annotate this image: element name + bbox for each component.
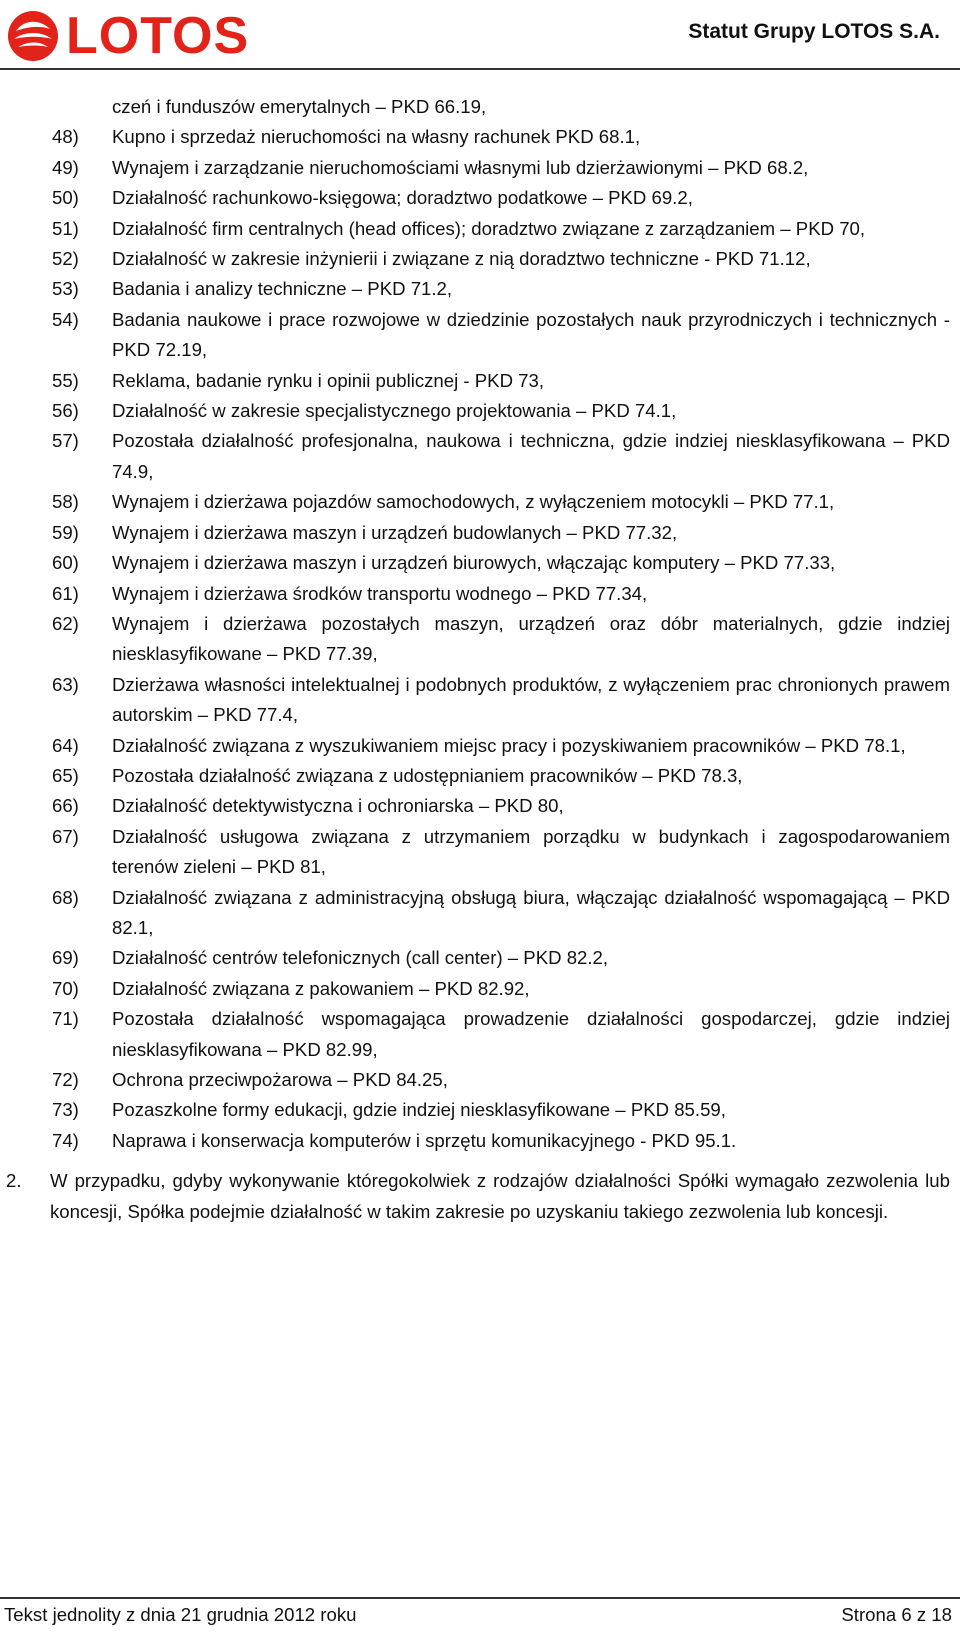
list-item: [0, 548, 960, 578]
list-item-number: 64): [52, 734, 79, 756]
continuation-line: czeń i funduszów emerytalnych – PKD 66.19,: [112, 96, 487, 117]
list-item: [0, 274, 960, 304]
list-item: [0, 579, 960, 609]
list-item: [0, 609, 960, 670]
list-item: [0, 366, 960, 396]
list-item: [0, 974, 960, 1004]
list-item-number: 67): [52, 825, 79, 847]
paragraph-number: 2.: [6, 1170, 22, 1192]
list-item: [0, 426, 960, 487]
list-item: [0, 791, 960, 821]
list-item-text: Naprawa i konserwacja komputerów i sprzętu komunikacyjnego - PKD 95.1.: [112, 1129, 737, 1151]
header-divider: [0, 68, 960, 70]
list-item: [0, 122, 960, 152]
list-item-text: Działalność detektywistyczna i ochroniarska – PKD 80,: [112, 795, 564, 817]
list-item-text: Wynajem i dzierżawa pozostałych maszyn, urządzeń oraz dóbr materialnych, gdzie indziej niesklasyfikowane – PKD 77.39,: [112, 612, 950, 665]
document-body: [0, 92, 960, 1227]
list-item-text: Działalność firm centralnych (head offices); doradztwo związane z zarządzaniem – PKD 70,: [112, 217, 866, 239]
list-item-text: Działalność związana z wyszukiwaniem miejsc pracy i pozyskiwaniem pracowników – PKD 78.1,: [112, 734, 906, 756]
activity-list: [0, 122, 960, 1156]
list-item-number: 54): [52, 308, 79, 330]
list-item-text: Wynajem i dzierżawa środków transportu wodnego – PKD 77.34,: [112, 582, 648, 604]
list-item-text: Dzierżawa własności intelektualnej i podobnych produktów, z wyłączeniem prac chronionych prawem autorskim – PKD 77.4,: [112, 673, 950, 726]
list-item-number: 59): [52, 521, 79, 543]
list-item: [0, 943, 960, 973]
list-item-text: Działalność w zakresie inżynierii i związane z nią doradztwo techniczne - PKD 71.12,: [112, 248, 811, 270]
list-item-text: Działalność centrów telefonicznych (call center) – PKD 82.2,: [112, 947, 609, 969]
list-item-number: 50): [52, 187, 79, 209]
list-item-number: 71): [52, 1008, 79, 1030]
list-item: [0, 183, 960, 213]
list-item: [0, 214, 960, 244]
list-item-text: Ochrona przeciwpożarowa – PKD 84.25,: [112, 1069, 448, 1090]
lotos-logo: [6, 6, 266, 66]
list-item: [0, 518, 960, 548]
list-item: [0, 244, 960, 274]
list-item-text: Działalność usługowa związana z utrzymaniem porządku w budynkach i zagospodarowaniem terenów zieleni – PKD 81,: [112, 825, 950, 878]
list-item-number: 49): [52, 156, 79, 178]
list-item: [0, 883, 960, 944]
list-item: [0, 1065, 960, 1095]
list-item-text: Działalność rachunkowo-księgowa; doradztwo podatkowe – PKD 69.2,: [112, 187, 693, 209]
list-item-text: Reklama, badanie rynku i opinii publicznej - PKD 73,: [112, 369, 545, 391]
list-item-text: Badania i analizy techniczne – PKD 71.2,: [112, 278, 453, 300]
list-item-number: 55): [52, 369, 79, 391]
list-item-text: Działalność związana z pakowaniem – PKD 82.92,: [112, 977, 530, 999]
list-item-number: 68): [52, 886, 79, 908]
list-item-number: 73): [52, 1099, 79, 1121]
list-item-number: 56): [52, 400, 79, 422]
list-item-number: 48): [52, 126, 79, 148]
list-item-number: 65): [52, 764, 79, 786]
list-item-number: 58): [52, 491, 79, 513]
list-item: [0, 822, 960, 883]
list-item: [0, 731, 960, 761]
list-item-number: 72): [52, 1069, 79, 1090]
list-item: [0, 1126, 960, 1156]
lotos-logo-icon: [6, 9, 60, 63]
list-item-number: 70): [52, 977, 79, 999]
footer-divider: [0, 1597, 960, 1599]
list-item: [0, 153, 960, 183]
list-item-text: Wynajem i zarządzanie nieruchomościami własnymi lub dzierżawionymi – PKD 68.2,: [112, 156, 809, 178]
list-item-text: Działalność związana z administracyjną obsługą biura, włączając działalność wspomagającą – PKD 82.1,: [112, 886, 950, 938]
list-item: [0, 396, 960, 426]
footer-date: Tekst jednolity z dnia 21 grudnia 2012 roku: [4, 1604, 357, 1625]
list-item-text: Pozostała działalność profesjonalna, naukowa i techniczna, gdzie indziej niesklasyfikowana – PKD 74.9,: [112, 430, 950, 482]
document-title: Statut Grupy LOTOS S.A.: [688, 20, 940, 43]
list-item-number: 61): [52, 582, 79, 604]
list-item-text: Działalność w zakresie specjalistycznego projektowania – PKD 74.1,: [112, 400, 677, 422]
list-item-number: 74): [52, 1129, 79, 1151]
logo-text: LOTOS: [66, 7, 250, 65]
list-item-number: 63): [52, 673, 79, 695]
list-item: [0, 487, 960, 517]
list-item-text: Kupno i sprzedaż nieruchomości na własny rachunek PKD 68.1,: [112, 126, 641, 148]
list-item: [0, 670, 960, 731]
list-item-text: Pozaszkolne formy edukacji, gdzie indziej niesklasyfikowane – PKD 85.59,: [112, 1099, 726, 1121]
list-item-number: 66): [52, 795, 79, 817]
list-item-text: Wynajem i dzierżawa maszyn i urządzeń biurowych, włączając komputery – PKD 77.33,: [112, 552, 836, 574]
list-item: [0, 1095, 960, 1125]
list-item-number: 51): [52, 217, 79, 239]
list-item-number: 69): [52, 947, 79, 969]
list-item-text: Wynajem i dzierżawa maszyn i urządzeń budowlanych – PKD 77.32,: [112, 521, 678, 543]
list-item-text: Pozostała działalność związana z udostępnianiem pracowników – PKD 78.3,: [112, 764, 743, 786]
paragraph-2: [0, 1166, 960, 1227]
list-item: [0, 305, 960, 366]
page-header: [0, 0, 960, 70]
page-number: Strona 6 z 18: [841, 1604, 952, 1625]
list-item-number: 52): [52, 248, 79, 270]
list-item-text: Badania naukowe i prace rozwojowe w dziedzinie pozostałych nauk przyrodniczych i technicznych - PKD 72.19,: [112, 308, 950, 361]
list-item-number: 53): [52, 278, 79, 300]
list-item: [0, 1004, 960, 1065]
list-item-number: 62): [52, 612, 79, 634]
list-item: [0, 761, 960, 791]
paragraph-text: W przypadku, gdyby wykonywanie któregokolwiek z rodzajów działalności Spółki wymagało zezwolenia lub koncesji, Spółka podejmie działalność w takim zakresie po uzyskaniu takiego zezwolenia lub koncesji.: [50, 1170, 950, 1222]
list-item-text: Pozostała działalność wspomagająca prowadzenie działalności gospodarczej, gdzie indziej niesklasyfikowana – PKD 82.99,: [112, 1008, 950, 1060]
list-item-text: Wynajem i dzierżawa pojazdów samochodowych, z wyłączeniem motocykli – PKD 77.1,: [112, 491, 835, 513]
list-item-number: 57): [52, 430, 79, 452]
list-item-number: 60): [52, 552, 79, 574]
